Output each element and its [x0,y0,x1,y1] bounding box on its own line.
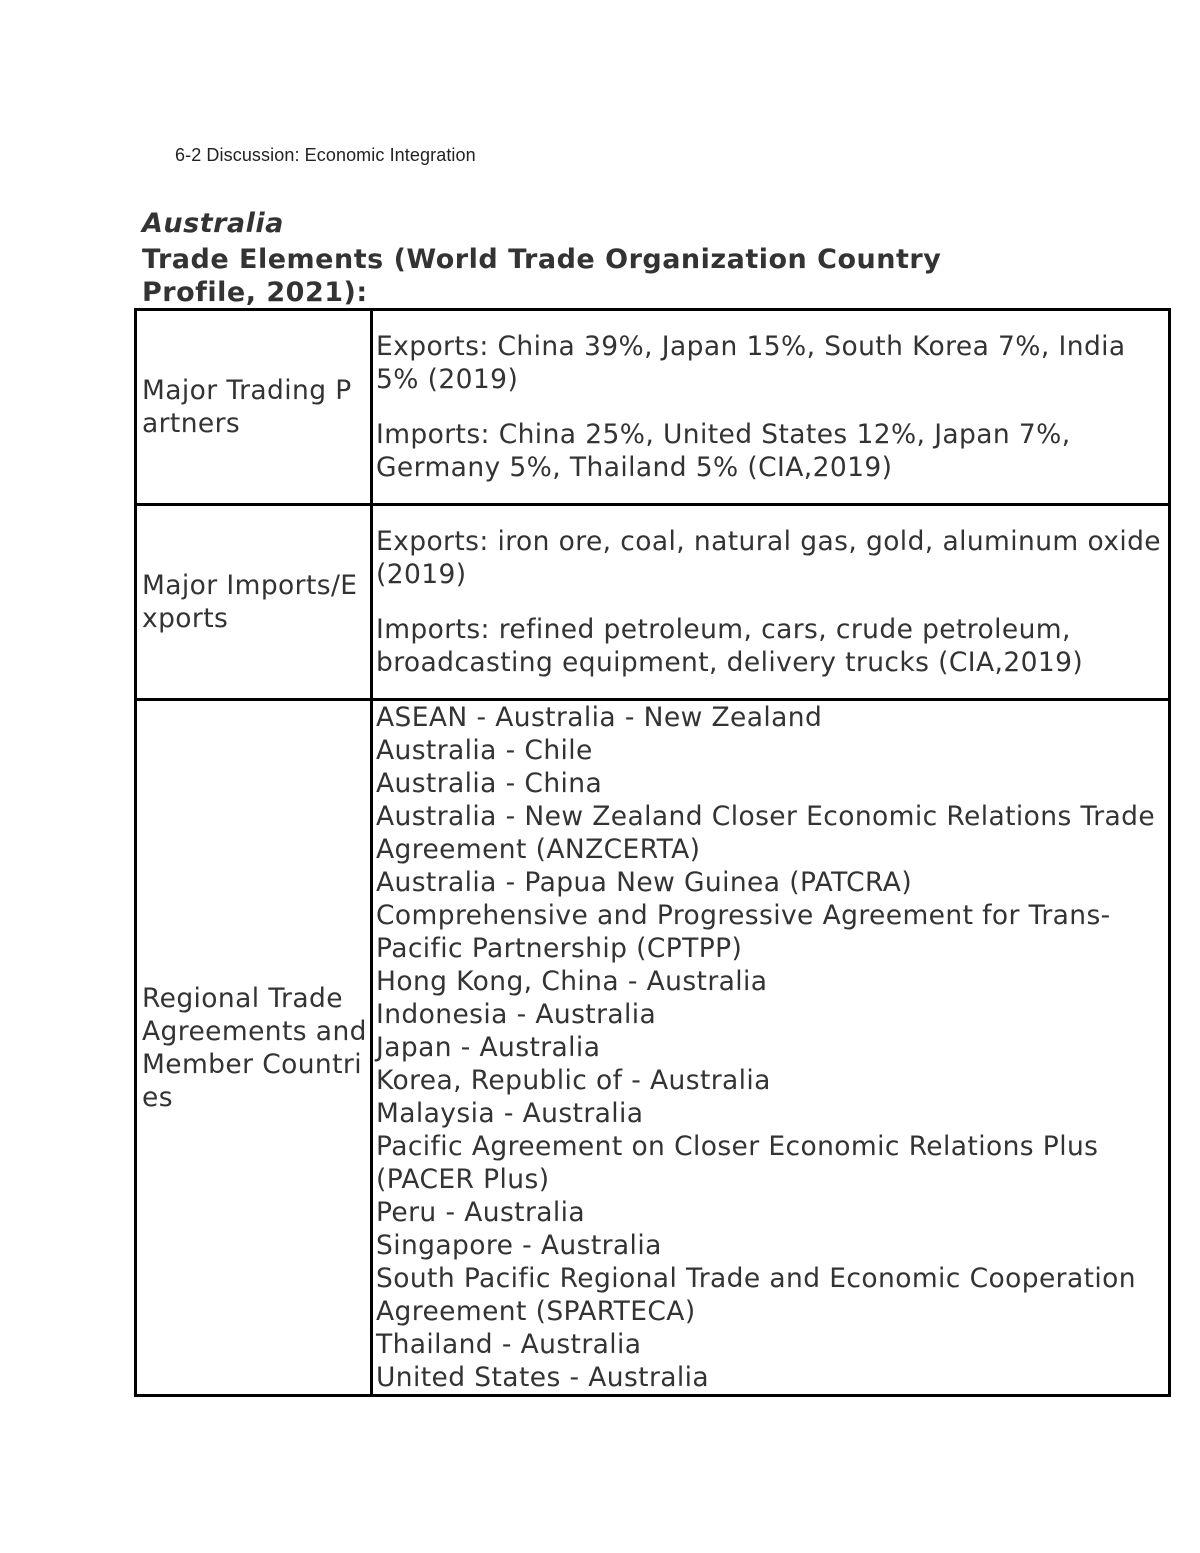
list-item: Malaysia - Australia [376,1098,644,1129]
list-item: Australia - China [376,768,603,799]
list-item: ASEAN - Australia - New Zealand [376,702,823,733]
list-item: Indonesia - Australia [376,999,657,1030]
table-row-imports-exports [136,505,1170,700]
table-row-trade-agreements [136,700,1170,1396]
imports-goods-text: Imports: refined petroleum, cars, crude petroleum, broadcasting equipment, delivery trucks (CIA,2019) [376,614,1084,678]
row-content-trading-partners [372,310,1170,505]
list-item: Comprehensive and Progressive Agreement for Trans-Pacific Partnership (CPTPP) [376,900,1111,964]
country-title: Australia [142,208,284,239]
list-item: Peru - Australia [376,1197,586,1228]
list-item: United States - Australia [376,1362,710,1393]
list-item: Japan - Australia [376,1032,601,1063]
exports-partners-text: Exports: China 39%, Japan 15%, South Korea 7%, India 5% (2019) [376,331,1126,395]
trade-elements-table [134,308,1171,1397]
row-label-imports-exports: Major Imports/Exports [136,505,372,700]
list-item: Pacific Agreement on Closer Economic Relations Plus (PACER Plus) [376,1131,1099,1195]
table-row-trading-partners [136,310,1170,505]
list-item: South Pacific Regional Trade and Economic Cooperation Agreement (SPARTECA) [376,1263,1136,1327]
exports-goods-text: Exports: iron ore, coal, natural gas, gold, aluminum oxide (2019) [376,526,1162,590]
list-item: Australia - Chile [376,735,593,766]
list-item: Thailand - Australia [376,1329,642,1360]
list-item: Korea, Republic of - Australia [376,1065,771,1096]
row-label-trading-partners: Major Trading Partners [136,310,372,505]
row-label-trade-agreements: Regional Trade Agreements and Member Countries [136,700,372,1396]
section-subtitle: Trade Elements (World Trade Organization Country Profile, 2021): [142,244,942,308]
row-content-trade-agreements [372,700,1170,1396]
agreements-list [376,701,1164,1394]
document-header: 6-2 Discussion: Economic Integration [175,145,476,165]
row-content-imports-exports [372,505,1170,700]
list-item: Australia - Papua New Guinea (PATCRA) [376,867,913,898]
list-item: Singapore - Australia [376,1230,662,1261]
imports-partners-text: Imports: China 25%, United States 12%, Japan 7%, Germany 5%, Thailand 5% (CIA,2019) [376,419,1071,483]
list-item: Australia - New Zealand Closer Economic Relations Trade Agreement (ANZCERTA) [376,801,1156,865]
list-item: Hong Kong, China - Australia [376,966,768,997]
